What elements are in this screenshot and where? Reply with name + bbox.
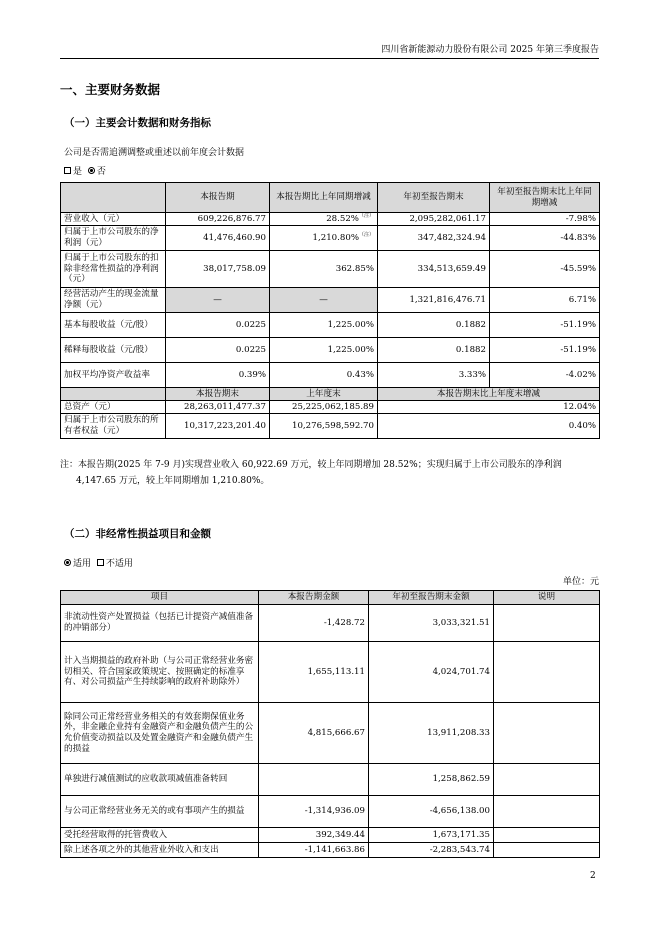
retro-no-label: 否 xyxy=(96,167,106,177)
cell-value: -1,314,936.09 xyxy=(259,796,369,828)
cell-note xyxy=(494,843,600,858)
table-row xyxy=(61,313,600,338)
table-row xyxy=(61,414,600,439)
table-row xyxy=(61,251,600,288)
cell-value: -51.19% xyxy=(490,313,600,338)
cell-note xyxy=(494,828,600,843)
cell-value: 0.0225 xyxy=(166,338,270,363)
cell-note xyxy=(494,796,600,828)
cell-value: 2,095,282,061.17 xyxy=(378,213,490,226)
table-row xyxy=(61,226,600,251)
table-row xyxy=(61,828,600,843)
table-row xyxy=(61,401,600,414)
cell-note xyxy=(494,703,600,764)
table-row xyxy=(61,796,600,828)
applicable-options xyxy=(64,558,133,570)
retro-yes-label: 是 xyxy=(73,167,83,177)
row-label: 计入当期损益的政府补助（与公司正常经营业务密切相关、符合国家政策规定、按照确定的标准享有、对公司损益产生持续影响的政府补助除外） xyxy=(61,642,259,703)
cell-value: 0.1882 xyxy=(378,313,490,338)
cell-value: -45.59% xyxy=(490,251,600,288)
cell-value: 1,655,113.11 xyxy=(259,642,369,703)
footnote-line-2: 4,147.65 万元，较上年同期增加 1,210.80%。 xyxy=(76,476,270,486)
cell-value: 0.0225 xyxy=(166,313,270,338)
cell-value: 6.71% xyxy=(490,288,600,313)
table-row xyxy=(61,288,600,313)
retro-options xyxy=(64,166,106,178)
retro-question: 公司是否需追溯调整或重述以前年度会计数据 xyxy=(64,148,245,158)
header-cell: 年初至报告期末 xyxy=(378,183,490,213)
row-label: 单独进行减值测试的应收款项减值准备转回 xyxy=(61,764,259,796)
header-cell: 本报告期金额 xyxy=(259,591,369,605)
table-row xyxy=(61,703,600,764)
cell-value: 347,482,324.94 xyxy=(378,226,490,251)
cell-value: -44.83% xyxy=(490,226,600,251)
table-row xyxy=(61,764,600,796)
cell-note xyxy=(494,642,600,703)
table-row xyxy=(61,338,600,363)
cell-value: 4,024,701.74 xyxy=(369,642,494,703)
table-row xyxy=(61,605,600,642)
cell-value: -7.98% xyxy=(490,213,600,226)
row-label: 非流动性资产处置损益（包括已计提资产减值准备的冲销部分） xyxy=(61,605,259,642)
cell-value: 609,226,876.77 xyxy=(166,213,270,226)
table-header-row xyxy=(61,183,600,213)
cell-value: 0.1882 xyxy=(378,338,490,363)
cell-note xyxy=(494,764,600,796)
cell-value: 10,317,223,201.40 xyxy=(166,414,270,439)
section-title: 一、主要财务数据 xyxy=(60,82,161,97)
header-cell: 本报告期比上年同期增减 xyxy=(270,183,378,213)
cell-value: 1,225.00% xyxy=(270,338,378,363)
cell-value: 1,321,816,476.71 xyxy=(378,288,490,313)
header-cell: 本报告期末比上年度末增减 xyxy=(378,388,600,401)
cell-value xyxy=(259,764,369,796)
table-subheader-row xyxy=(61,388,600,401)
cell-value: 1,673,171.35 xyxy=(369,828,494,843)
cell-value: — xyxy=(270,288,378,313)
table-row xyxy=(61,843,600,858)
table-row xyxy=(61,213,600,226)
row-label: 除上述各项之外的其他营业外收入和支出 xyxy=(61,843,259,858)
report-header: 四川省新能源动力股份有限公司 2025 年第三季度报告 xyxy=(381,45,599,55)
subsection-title-1: （一）主要会计数据和财务指标 xyxy=(64,117,211,129)
cell-value xyxy=(270,213,378,226)
cell-value: 25,225,062,185.89 xyxy=(270,401,378,414)
cell-value: -2,283,543.74 xyxy=(369,843,494,858)
cell-value: -51.19% xyxy=(490,338,600,363)
cell-value: 3,033,321.51 xyxy=(369,605,494,642)
footnote-line-1: 注：本报告期(2025 年 7-9 月)实现营业收入 60,922.69 万元，较上年同期增加 28.52%；实现归属于上市公司股东的净利润 xyxy=(60,460,562,470)
table-header-row xyxy=(61,591,600,605)
cell-value xyxy=(270,226,378,251)
cell-value: 0.43% xyxy=(270,363,378,388)
cell-value: 28,263,011,477.37 xyxy=(166,401,270,414)
row-label: 归属于上市公司股东的净利润（元） xyxy=(61,226,166,251)
cell-value-text: 28.52% xyxy=(326,214,359,225)
cell-value: 41,476,460.90 xyxy=(166,226,270,251)
cell-value: 1,258,862.59 xyxy=(369,764,494,796)
note-mark: （注） xyxy=(358,213,374,220)
checkbox-icon[interactable] xyxy=(64,167,71,174)
header-cell: 本报告期 xyxy=(166,183,270,213)
row-label: 营业收入（元） xyxy=(61,213,166,226)
cell-value: -1,428.72 xyxy=(259,605,369,642)
row-label: 归属于上市公司股东的所有者权益（元） xyxy=(61,414,166,439)
header-cell xyxy=(61,388,166,401)
cell-value: — xyxy=(166,288,270,313)
row-label: 基本每股收益（元/股） xyxy=(61,313,166,338)
row-label: 经营活动产生的现金流量净额（元） xyxy=(61,288,166,313)
cell-value: 334,513,659.49 xyxy=(378,251,490,288)
header-cell: 上年度末 xyxy=(270,388,378,401)
cell-value: 0.39% xyxy=(166,363,270,388)
cell-value: 1,225.00% xyxy=(270,313,378,338)
cell-value: 362.85% xyxy=(270,251,378,288)
cell-value: -1,141,663.86 xyxy=(259,843,369,858)
cell-value: 392,349.44 xyxy=(259,828,369,843)
row-label: 归属于上市公司股东的扣除非经常性损益的净利润（元） xyxy=(61,251,166,288)
cell-note xyxy=(494,605,600,642)
page-number: 2 xyxy=(590,871,596,881)
cell-value: 3.33% xyxy=(378,363,490,388)
row-label: 稀释每股收益（元/股） xyxy=(61,338,166,363)
row-label: 总资产（元） xyxy=(61,401,166,414)
not-applicable-label: 不适用 xyxy=(105,559,133,569)
cell-value: 13,911,208.33 xyxy=(369,703,494,764)
cell-value: 4,815,666.67 xyxy=(259,703,369,764)
row-label: 除同公司正常经营业务相关的有效套期保值业务外，非金融企业持有金融资产和金融负债产生的公允价值变动损益以及处置金融资产和金融负债产生的损益 xyxy=(61,703,259,764)
radio-selected-icon[interactable] xyxy=(64,559,71,566)
row-label: 受托经营取得的托管费收入 xyxy=(61,828,259,843)
header-cell xyxy=(61,183,166,213)
checkbox-icon[interactable] xyxy=(97,559,104,566)
table-row xyxy=(61,642,600,703)
row-label: 与公司正常经营业务无关的或有事项产生的损益 xyxy=(61,796,259,828)
cell-value: -4,656,138.00 xyxy=(369,796,494,828)
header-cell: 年初至报告期末比上年同期增减 xyxy=(490,183,600,213)
note-mark: （注） xyxy=(358,232,374,239)
unit-label: 单位：元 xyxy=(562,577,599,587)
financial-data-table xyxy=(60,182,600,439)
table-row xyxy=(61,363,600,388)
non-recurring-items-table xyxy=(60,590,600,858)
cell-value: 0.40% xyxy=(378,414,600,439)
header-cell: 说明 xyxy=(494,591,600,605)
header-cell: 本报告期末 xyxy=(166,388,270,401)
applicable-label: 适用 xyxy=(73,559,92,569)
cell-value: 38,017,758.09 xyxy=(166,251,270,288)
cell-value: -4.02% xyxy=(490,363,600,388)
cell-value-text: 1,210.80% xyxy=(312,233,359,244)
header-cell: 年初至报告期末金额 xyxy=(369,591,494,605)
radio-selected-icon[interactable] xyxy=(88,167,95,174)
header-cell: 项目 xyxy=(61,591,259,605)
subsection-title-2: （二）非经常性损益项目和金额 xyxy=(64,528,211,540)
cell-value: 10,276,598,592.70 xyxy=(270,414,378,439)
cell-value: 12.04% xyxy=(378,401,600,414)
header-rule xyxy=(60,58,599,59)
row-label: 加权平均净资产收益率 xyxy=(61,363,166,388)
